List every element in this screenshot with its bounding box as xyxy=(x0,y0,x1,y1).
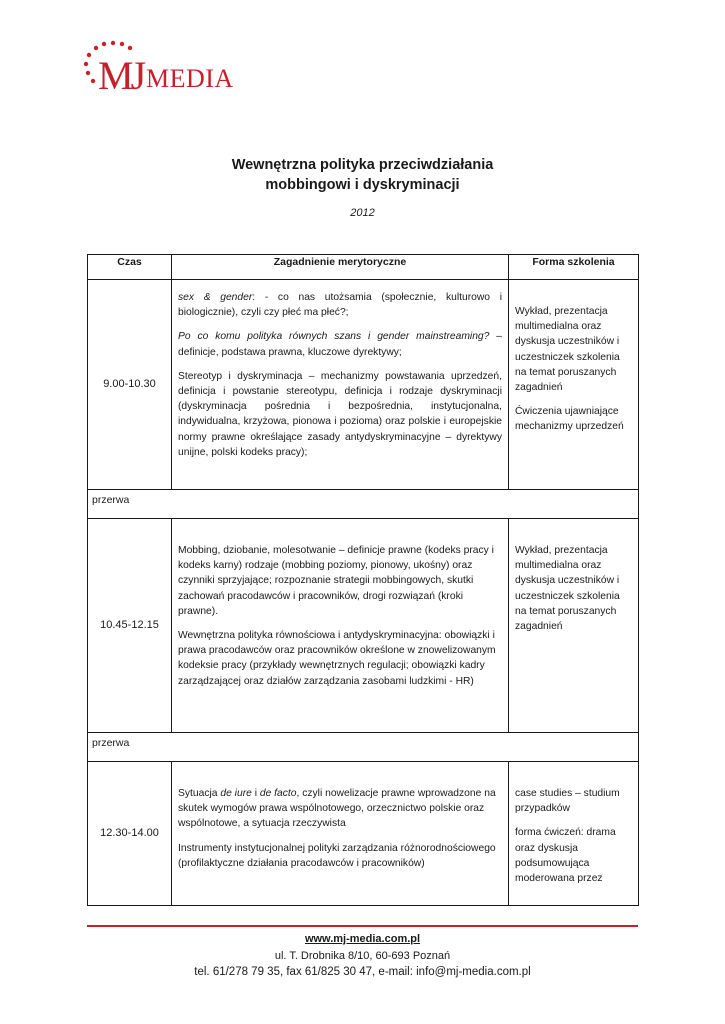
row-time: 9.00-10.30 xyxy=(88,280,172,490)
row-time: 12.30-14.00 xyxy=(88,762,172,906)
topic-paragraph: Mobbing, dziobanie, molesotwanie – definicje prawne (kodeks pracy i kodeks karny) rodzaje (mobbing poziomy, pionowy, ukośny) oraz czynniki sprzyjające; rozpoznanie strategii mobbingowych, skutki zachowań pracodawców i pracowników, drogi rozwiązań (kroki prawne). xyxy=(178,545,494,617)
form-text: Wykład, prezentacja multimedialna oraz dyskusja uczestników i uczestniczek szkolenia na temat poruszanych zagadnień xyxy=(515,545,620,633)
footer-address: ul. T. Drobnika 8/10, 60-693 Poznań xyxy=(274,950,451,962)
row-topic xyxy=(172,519,509,733)
topic-paragraph: Stereotyp i dyskryminacja – mechanizmy powstawania uprzedzeń, definicja i powstanie stereotypu, definicja i rodzaje dyskryminacji (dyskryminacja pośrednia i bezpośrednia, instytucjonalna, indywidualna, krzyżowa, pionowa i pozioma) oraz polskie i europejskie normy prawne określające zasady antydyskryminacyjne – dyrektywy unijne, polski kodeks pracy); xyxy=(178,370,502,458)
mj-media-logo xyxy=(82,38,262,100)
form-text: Ćwiczenia ujawniające mechanizmy uprzedzeń xyxy=(515,406,624,433)
table-row xyxy=(88,519,639,733)
header-time: Czas xyxy=(88,255,172,280)
topic-term: de facto xyxy=(259,788,297,799)
topic-term: Po co komu polityka równych szans i gender mainstreaming? xyxy=(178,331,490,343)
row-form xyxy=(509,519,639,733)
document-year: 2012 xyxy=(350,207,375,219)
topic-text: – definicje, podstawa prawna, kluczowe dyrektywy; xyxy=(178,331,502,358)
form-text: forma ćwiczeń: drama oraz dyskusja podsumowująca moderowana przez xyxy=(515,827,616,885)
topic-text: i xyxy=(251,788,260,799)
break-row xyxy=(88,733,639,762)
topic-text: , czyli nowelizacje prawne wprowadzone na skutek wymogów prawa wspólnotowego, orzecznictwo polskie oraz wspólnotowe, a sytuacja rzeczywista xyxy=(178,788,496,830)
topic-paragraph: Wewnętrzna polityka równościowa i antydyskryminacyjna: obowiązki i prawa pracodawców oraz pracowników określone w znowelizowanym kodeksie pracy (przykłady wewnętrznych regulacji; obowiązki kadry zarządzającej oraz działów zarządzania zasobami ludzkimi - HR) xyxy=(178,630,496,687)
document-title-line-1: Wewnętrzna polityka przeciwdziałania xyxy=(231,157,494,173)
topic-paragraph xyxy=(178,329,502,359)
row-form xyxy=(509,280,639,490)
document-title-line-2: mobbingowi i dyskryminacji xyxy=(265,177,460,193)
header-topic: Zagadnienie merytoryczne xyxy=(172,255,509,280)
break-label: przerwa xyxy=(88,733,639,762)
logo-mark: MJ xyxy=(98,53,144,98)
topic-paragraph: Instrumenty instytucjonalnej polityki zarządzania różnorodnościowego (profilaktyczne działania pracodawców i pracowników) xyxy=(178,842,496,869)
form-text: case studies – studium przypadków xyxy=(515,788,620,815)
footer-contact: tel. 61/278 79 35, fax 61/825 30 47, e-mail: info@mj-media.com.pl xyxy=(194,966,531,978)
form-text: Wykład, prezentacja multimedialna oraz dyskusja uczestników i uczestniczek szkolenia na temat poruszanych zagadnień xyxy=(515,306,620,394)
logo-text: MEDIA xyxy=(146,64,234,93)
topic-paragraph xyxy=(178,786,502,832)
row-topic xyxy=(172,762,509,906)
row-topic xyxy=(172,280,509,490)
break-label: przerwa xyxy=(88,490,639,519)
table-row xyxy=(88,762,639,906)
topic-paragraph xyxy=(178,290,502,320)
schedule-table xyxy=(87,254,639,906)
topic-term: de iure xyxy=(220,788,252,799)
footer-divider xyxy=(87,925,638,927)
header-form: Forma szkolenia xyxy=(509,255,639,280)
row-form xyxy=(509,762,639,906)
table-row xyxy=(88,280,639,490)
row-time: 10.45-12.15 xyxy=(88,519,172,733)
topic-text: Sytuacja xyxy=(178,788,221,799)
table-header-row xyxy=(88,255,639,280)
topic-text: : - co nas utożsamia (społecznie, kulturowo i biologicznie), czyli czy płeć ma płeć?; xyxy=(178,292,502,319)
topic-term: sex & gender xyxy=(178,292,253,303)
footer-website-link[interactable]: www.mj-media.com.pl xyxy=(304,933,421,945)
break-row xyxy=(88,490,639,519)
